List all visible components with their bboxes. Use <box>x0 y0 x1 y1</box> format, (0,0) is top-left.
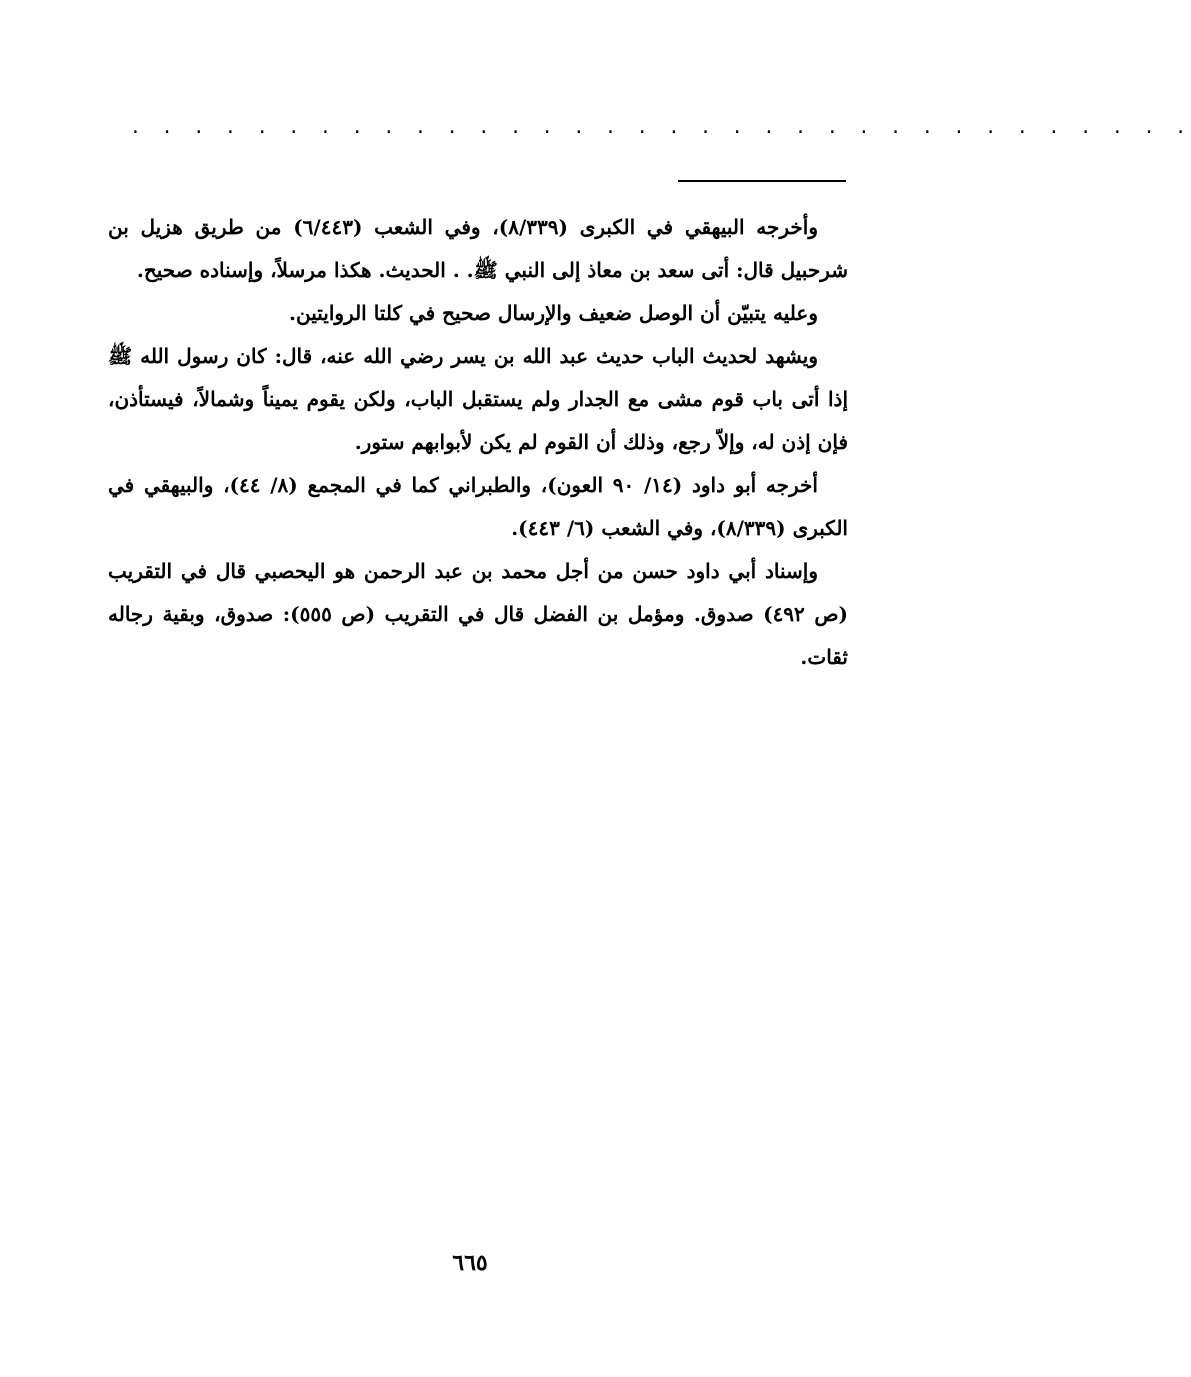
paragraph-1: وأخرجه البيهقي في الكبرى (٨/٣٣٩)، وفي الشعب (٦/٤٤٣) من طريق هزيل بن شرحبيل قال: أتى سعد بن معاذ إلى النبي ﷺ. . الحديث. هكذا مرسلاً، وإسناده صحيح. <box>108 215 848 282</box>
paragraph-4: أخرجه أبو داود (١٤/ ٩٠ العون)، والطبراني كما في المجمع (٨/ ٤٤)، والبيهقي في الكبرى (٨/٣٣٩)، وفي الشعب (٦/ ٤٤٣). <box>108 473 848 540</box>
footnote-rule <box>678 180 846 182</box>
dotted-separator: . . . . . . . . . . . . . . . . . . . . . . . . . . . . . . . . . . <box>130 117 1191 138</box>
paragraph-3: ويشهد لحديث الباب حديث عبد الله بن يسر رضي الله عنه، قال: كان رسول الله ﷺ إذا أتى باب قوم مشى مع الجدار ولم يستقبل الباب، ولكن يقوم يميناً وشمالاً، فيستأذن، فإن إذن له، وإلاّ رجع، وذلك أن القوم لم يكن لأبوابهم ستور. <box>108 344 848 454</box>
paragraph-5: وإسناد أبي داود حسن من أجل محمد بن عبد الرحمن هو اليحصبي قال في التقريب (ص ٤٩٢) صدوق. ومؤمل بن الفضل قال في التقريب (ص ٥٥٥): صدوق، وبقية رجاله ثقات. <box>108 559 848 669</box>
page-number: ٦٦٥ <box>452 1250 488 1276</box>
paragraph-2: وعليه يتبيّن أن الوصل ضعيف والإرسال صحيح في كلتا الروايتين. <box>289 301 818 325</box>
body-text <box>108 206 848 679</box>
